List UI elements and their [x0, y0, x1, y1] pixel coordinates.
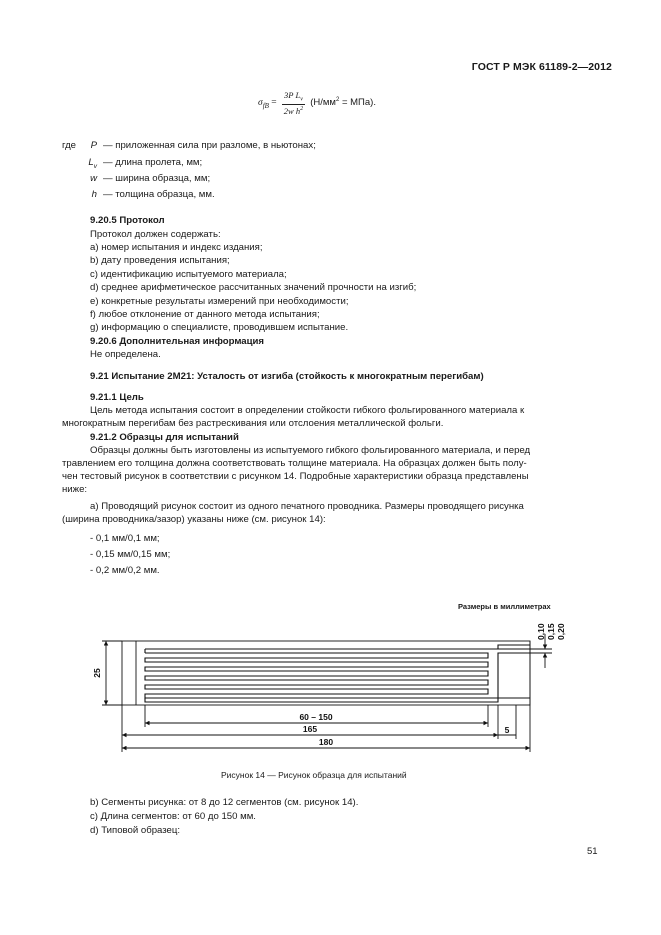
dimension-option-2: - 0,15 мм/0,15 мм; — [90, 549, 171, 560]
definition-symbol: w — [90, 173, 97, 184]
protocol-item: e) конкретные результаты измерений при необходимости; — [90, 295, 349, 307]
section-9-20-5-intro: Протокол должен содержать: — [90, 229, 221, 240]
section-9-21-1-heading: 9.21.1 Цель — [90, 392, 144, 403]
protocol-item: d) среднее арифметическое рассчитанных значений прочности на изгиб; — [90, 282, 417, 294]
protocol-item: а) номер испытания и индекс издания; — [90, 242, 263, 253]
section-9-21-2-line3: чен тестовый рисунок в соответствии с рисунком 14. Подробные характеристики образца представлены — [62, 471, 529, 482]
dim-width-label-3: 0,20 — [556, 623, 566, 640]
formula-denominator: 2w h — [283, 105, 301, 116]
definition-symbol: P — [90, 140, 97, 151]
section-9-21-2-heading: 9.21.2 Образцы для испытаний — [90, 432, 239, 443]
dim-overall-label: 180 — [318, 737, 334, 747]
section-9-21-1-line1: Цель метода испытания состоит в определении стойкости гибкого фольгированного материала к — [90, 405, 525, 416]
definition-text: — ширина образца, мм; — [103, 173, 211, 184]
section-9-20-5-heading: 9.20.5 Протокол — [90, 215, 165, 226]
dimension-option-1: - 0,1 мм/0,1 мм; — [90, 533, 160, 544]
where-label: где — [62, 140, 77, 151]
section-9-21-2-line4: ниже: — [62, 484, 88, 495]
definition-text: — приложенная сила при разломе, в ньютонах; — [103, 140, 316, 151]
section-9-21-heading: 9.21 Испытание 2М21: Усталость от изгиба (стойкость к многократным перегибам) — [90, 371, 484, 382]
formula-denominator-sup: 2 — [300, 105, 304, 112]
section-9-21-2-line1: Образцы должны быть изготовлены из испытуемого гибкого фольгированного материала, и перед — [90, 445, 531, 456]
definition-symbol: $L_v$ — [88, 157, 97, 170]
formula-lhs: σ — [258, 98, 263, 109]
dim-segment-label: 60 – 150 — [299, 712, 333, 722]
protocol-item: c) идентификацию испытуемого материала; — [90, 268, 287, 280]
protocol-item: b) дату проведения испытания; — [90, 255, 230, 267]
formula-numerator-sub: v — [300, 96, 303, 103]
page-number: 51 — [587, 846, 598, 857]
item-a-line2: (ширина проводника/зазор) указаны ниже (см. рисунок 14): — [62, 514, 326, 525]
item-b: b) Сегменты рисунка: от 8 до 12 сегментов (см. рисунок 14). — [90, 797, 359, 808]
item-c: c) Длина сегментов: от 60 до 150 мм. — [90, 811, 256, 822]
formula-units-end: = МПа). — [339, 97, 376, 109]
dim-inner-label: 165 — [302, 724, 318, 734]
dim-height-label: 25 — [92, 668, 102, 678]
document-header: ГОСТ Р МЭК 61189-2—2012 — [471, 61, 612, 73]
dim-width-label-2: 0,15 — [546, 623, 556, 640]
dim-tab-label: 5 — [504, 725, 510, 735]
formula-units-text: (Н/мм — [310, 97, 336, 109]
dim-width-label-1: 0,10 — [536, 623, 546, 640]
definition-text: — длина пролета, мм; — [103, 157, 203, 168]
item-d: d) Типовой образец: — [90, 825, 181, 836]
section-9-21-1-line2: многократным перегибам без растрескивания или отслоения металлической фольги. — [62, 418, 444, 429]
section-9-20-6-text: Не определена. — [90, 349, 161, 360]
formula-lhs-sub: fB — [262, 101, 269, 110]
definition-symbol: h — [91, 189, 97, 200]
specimen-outline — [122, 641, 530, 705]
serpentine-conductor — [145, 645, 530, 702]
figure-caption: Рисунок 14 — Рисунок образца для испытаний — [221, 770, 407, 780]
formula-numerator: 3P L — [284, 90, 301, 100]
dimension-option-3: - 0,2 мм/0,2 мм. — [90, 565, 160, 576]
item-a-line1: а) Проводящий рисунок состоит из одного печатного проводника. Размеры проводящего рисунка — [90, 501, 524, 512]
figure-units-note: Размеры в миллиметрах — [458, 602, 551, 611]
formula-units-sup: 2 — [335, 96, 340, 103]
section-9-20-6-heading: 9.20.6 Дополнительная информация — [90, 336, 265, 347]
protocol-item: f) любое отклонение от данного метода испытания; — [90, 309, 320, 320]
formula-equals: = — [271, 98, 277, 109]
section-9-21-2-line2: травлением его толщина должна соответствовать толщине материала. На образцах должен быть полу- — [62, 458, 527, 469]
definition-text: — толщина образца, мм. — [103, 189, 215, 200]
protocol-item: g) информацию о специалисте, проводившем испытание. — [90, 322, 349, 334]
